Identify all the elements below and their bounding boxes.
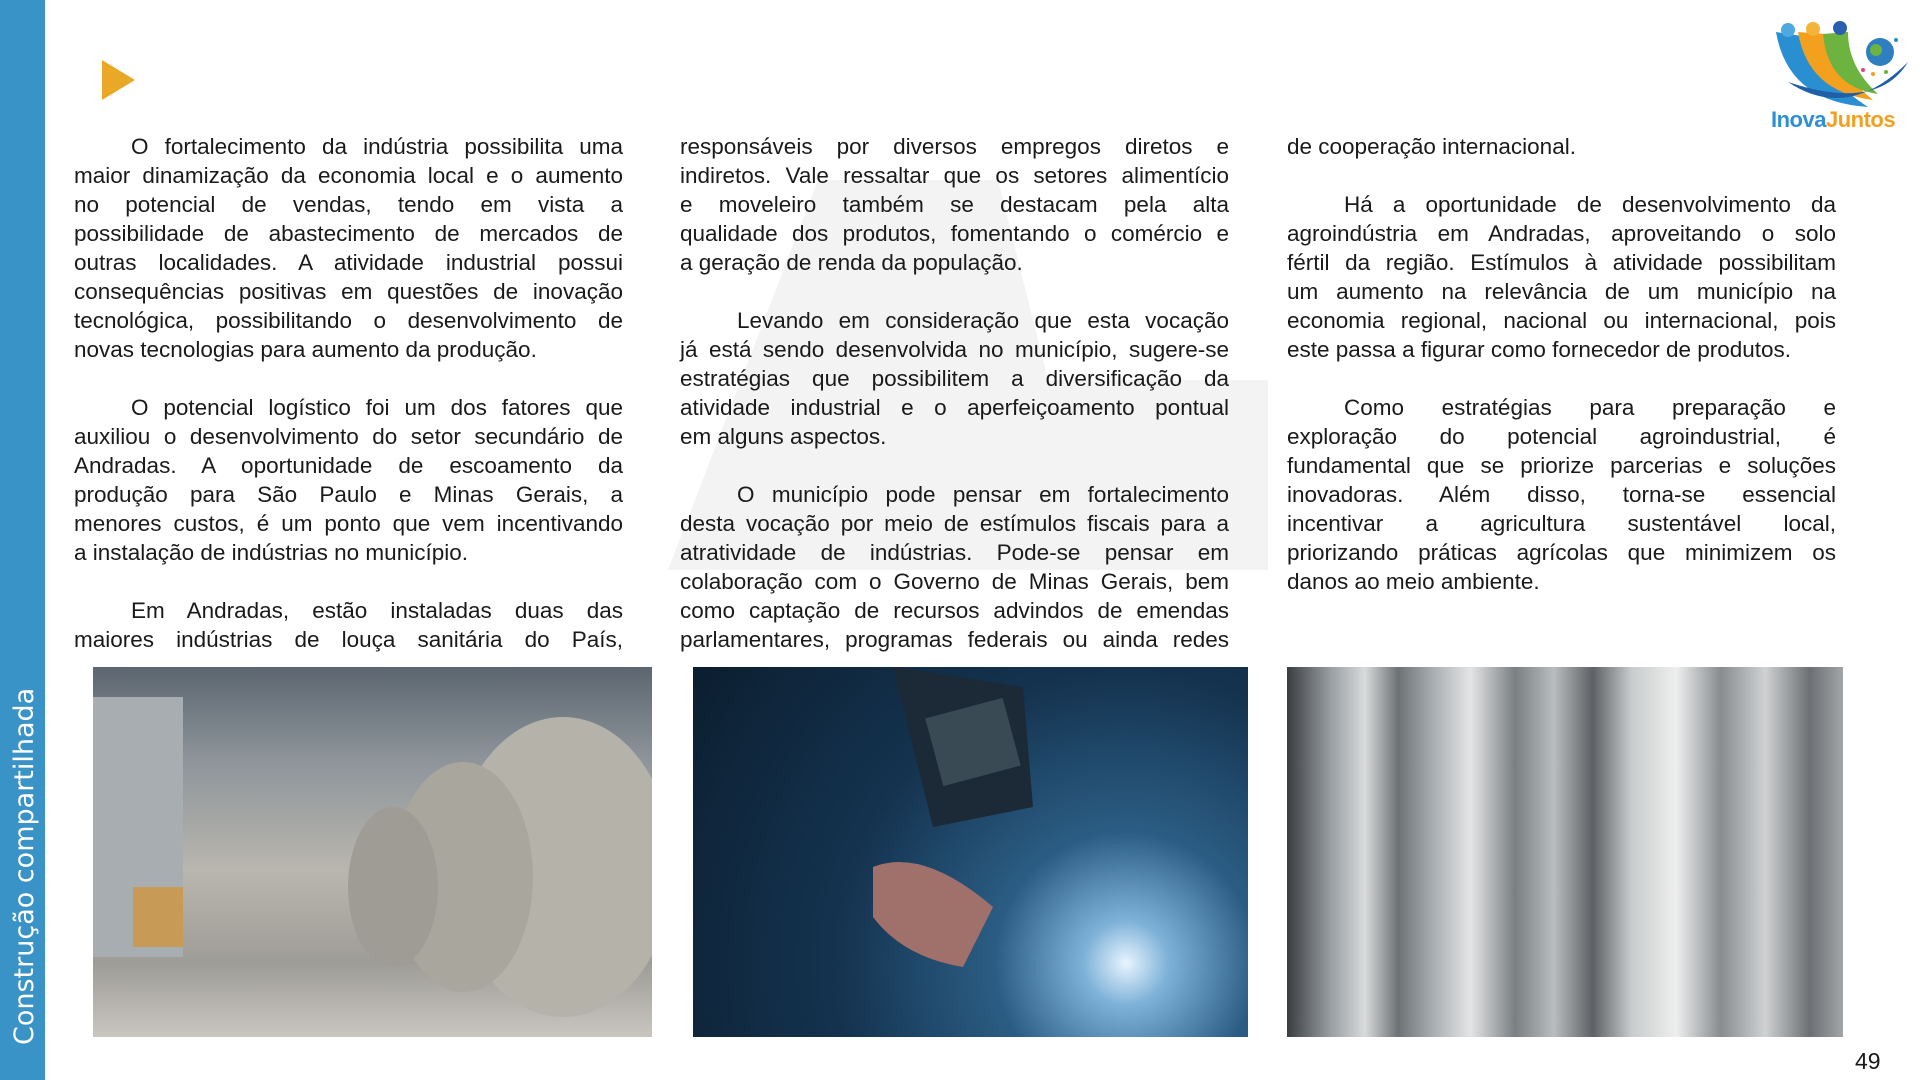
paragraph xyxy=(74,132,623,364)
text-line: um aumento na relevância de um município na xyxy=(1287,279,1836,304)
text-line: Levando em consideração que esta vocação xyxy=(737,308,1229,333)
text-line: Andradas. A oportunidade de escoamento da xyxy=(74,453,623,478)
text-line: fundamental que se priorize parcerias e soluções xyxy=(1287,453,1836,478)
text-line: economia regional, nacional ou internacional, pois xyxy=(1287,308,1836,333)
text-line: em alguns aspectos. xyxy=(680,424,887,449)
text-line: Como estratégias para preparação e xyxy=(1344,395,1836,420)
paragraph xyxy=(74,596,623,654)
paragraph-gap xyxy=(680,451,1229,480)
text-line: Há a oportunidade de desenvolvimento da xyxy=(1344,192,1836,217)
paragraph xyxy=(680,480,1229,654)
paragraph-gap xyxy=(74,364,623,393)
text-line: maior dinamização da economia local e o aumento xyxy=(74,163,623,188)
paragraph-gap xyxy=(74,567,623,596)
logo-wordmark: InovaJuntos xyxy=(1771,107,1896,132)
text-line: parlamentares, programas federais ou ainda redes xyxy=(680,627,1229,652)
text-line: O fortalecimento da indústria possibilita uma xyxy=(131,134,623,159)
text-line: O potencial logístico foi um dos fatores que xyxy=(131,395,623,420)
paragraph xyxy=(1287,190,1836,364)
text-line: e moveleiro também se destacam pela alta xyxy=(680,192,1229,217)
sidebar-title: Construção compartilhada xyxy=(9,687,40,1045)
text-line: produção para São Paulo e Minas Gerais, a xyxy=(74,482,623,507)
text-line: incentivar a agricultura sustentável local, xyxy=(1287,511,1836,536)
text-line: estratégias que possibilitem a diversificação da xyxy=(680,366,1229,391)
page-number: 49 xyxy=(1855,1048,1881,1074)
text-line: consequências positivas em questões de inovação xyxy=(74,279,623,304)
text-line: de cooperação internacional. xyxy=(1287,134,1576,159)
text-line: a geração de renda da população. xyxy=(680,250,1023,275)
text-line: desta vocação por meio de estímulos fiscais para a xyxy=(680,511,1229,536)
photo-welder xyxy=(693,667,1248,1037)
paragraph xyxy=(680,306,1229,451)
text-line: a instalação de indústrias no município. xyxy=(74,540,468,565)
text-column-1 xyxy=(74,132,623,654)
text-line: priorizando práticas agrícolas que minimizem os xyxy=(1287,540,1836,565)
photo-wine-tanks-warehouse xyxy=(93,667,652,1037)
text-line: no potencial de vendas, tendo em vista a xyxy=(74,192,623,217)
text-line: responsáveis por diversos empregos diretos e xyxy=(680,134,1229,159)
text-line: novas tecnologias para aumento da produção. xyxy=(74,337,537,362)
paragraph xyxy=(1287,132,1836,161)
text-line: danos ao meio ambiente. xyxy=(1287,569,1540,594)
text-column-3 xyxy=(1287,132,1836,596)
text-line: colaboração com o Governo de Minas Gerais, bem xyxy=(680,569,1229,594)
text-line: O município pode pensar em fortalecimento xyxy=(737,482,1229,507)
text-line: auxiliou o desenvolvimento do setor secundário de xyxy=(74,424,623,449)
paragraph-gap xyxy=(680,277,1229,306)
text-line: atratividade de indústrias. Pode-se pensar em xyxy=(680,540,1229,565)
text-line: fértil da região. Estímulos à atividade possibilitam xyxy=(1287,250,1836,275)
text-line: Em Andradas, estão instaladas duas das xyxy=(131,598,623,623)
text-line: inovadoras. Além disso, torna-se essencial xyxy=(1287,482,1836,507)
text-line: qualidade dos produtos, fomentando o comércio e xyxy=(680,221,1229,246)
paragraph xyxy=(1287,393,1836,596)
text-line: possibilidade de abastecimento de mercados de xyxy=(74,221,623,246)
text-line: tecnológica, possibilitando o desenvolvimento de xyxy=(74,308,623,333)
text-line: como captação de recursos advindos de emendas xyxy=(680,598,1229,623)
text-line: outras localidades. A atividade industrial possui xyxy=(74,250,623,275)
sidebar-band xyxy=(0,0,45,1080)
text-column-2 xyxy=(680,132,1229,654)
paragraph xyxy=(74,393,623,567)
text-line: este passa a figurar como fornecedor de produtos. xyxy=(1287,337,1792,362)
text-line: agroindústria em Andradas, aproveitando o solo xyxy=(1287,221,1836,246)
text-line: menores custos, é um ponto que vem incentivando xyxy=(74,511,623,536)
text-line: maiores indústrias de louça sanitária do País, xyxy=(74,627,623,652)
paragraph xyxy=(680,132,1229,277)
paragraph-gap xyxy=(1287,161,1836,190)
text-line: atividade industrial e o aperfeiçoamento pontual xyxy=(680,395,1229,420)
text-line: já está sendo desenvolvida no município, sugere-se xyxy=(680,337,1229,362)
triangle-marker-icon xyxy=(102,60,135,100)
text-line: exploração do potencial agroindustrial, é xyxy=(1287,424,1836,449)
paragraph-gap xyxy=(1287,364,1836,393)
text-line: indiretos. Vale ressaltar que os setores alimentício xyxy=(680,163,1229,188)
photo-steel-tanks xyxy=(1287,667,1843,1037)
